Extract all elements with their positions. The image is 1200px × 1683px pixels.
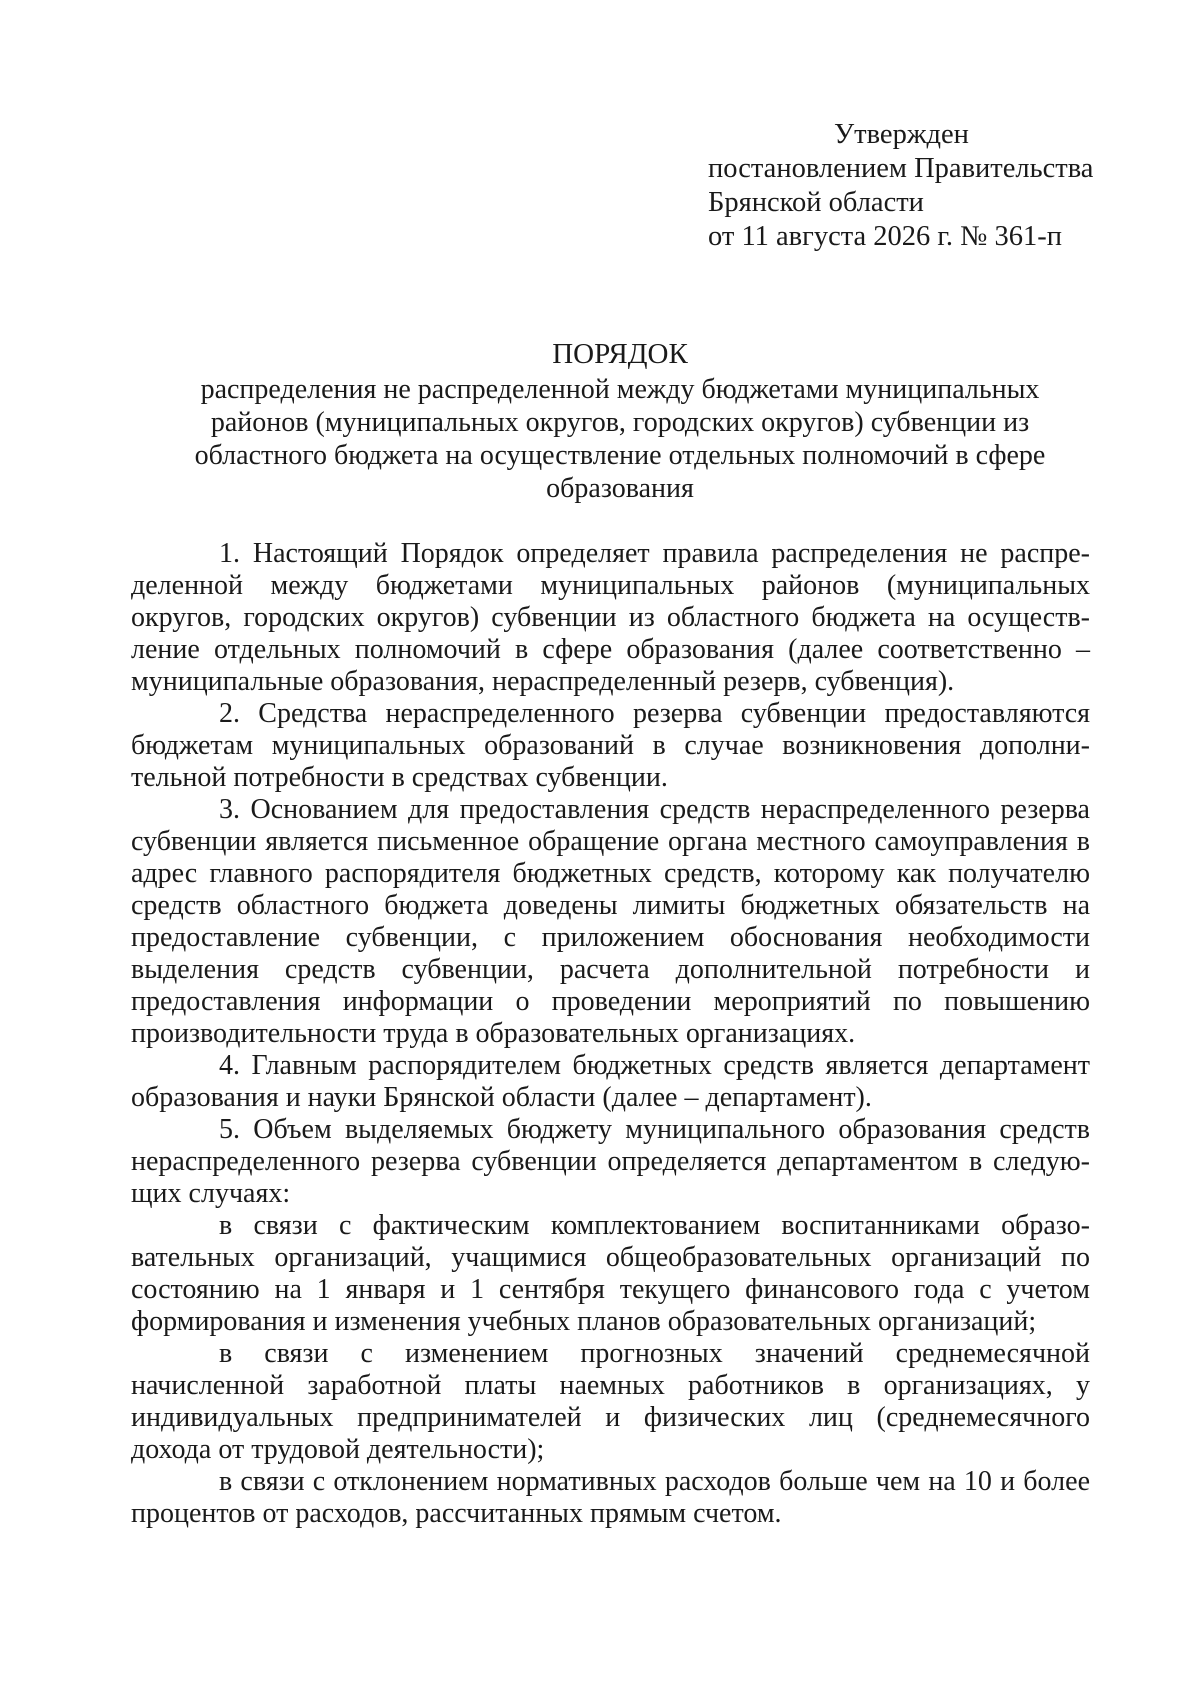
approval-block: [708, 118, 1128, 254]
document-title: ПОРЯДОК: [552, 338, 688, 370]
paragraph-3: 3. Основанием для предоставления средств нераспределенного резерва субвенции является письменное обращение органа местного самоуправления в адрес главного распорядителя бюджетных средств, которому как получателю средств областного бюджета доведены лимиты бюджетных обязательств на предоставление субвенции, с приложением обоснования необходимости выделения средств субвенции, расчета дополнительной потребности и предоставления информации о проведении мероприятий по повышению производительности труда в образовательных организациях.: [131, 794, 1090, 1049]
approval-line-date-number: от 11 августа 2026 г. № 361-п: [708, 221, 1062, 252]
approval-line-region: Брянской области: [708, 187, 924, 218]
document-subtitle: распределения не распределенной между бюджетами муниципальных районов (муниципальных округов, городских округов) субвенции из областного бюджета на осуществление отдельных полномочий в сфере образования: [194, 374, 1046, 504]
paragraph-5-case-2: в связи с изменением прогнозных значений среднемесячной начисленной заработной платы наемных работников в организациях, у индивидуальных предпринимателей и физических лиц (среднемесячного дохода от трудовой деятельности);: [131, 1338, 1090, 1465]
paragraph-5: 5. Объем выделяемых бюджету муниципального образования средств нераспределенного резерва субвенции определяется департаментом в следующих случаях:: [131, 1114, 1090, 1209]
approval-line-approved: Утвержден: [834, 119, 969, 150]
paragraph-5-case-3: в связи с отклонением нормативных расходов больше чем на 10 и более процентов от расходов, рассчитанных прямым счетом.: [131, 1466, 1090, 1529]
paragraph-5-case-1: в связи с фактическим комплектованием воспитанниками образовательных организаций, учащимися общеобразовательных организаций по состоянию на 1 января и 1 сентября текущего финансового года с учетом формирования и изменения учебных планов образовательных организаций;: [131, 1210, 1090, 1337]
paragraph-2: 2. Средства нераспределенного резерва субвенции предоставляются бюджетам муниципальных образований в случае возникновения дополнительной потребности в средствах субвенции.: [131, 698, 1090, 793]
approval-line-resolution: постановлением Правительства: [708, 153, 1094, 184]
paragraph-1: 1. Настоящий Порядок определяет правила распределения не распределенной между бюджетами муниципальных районов (муниципальных округов, городских округов) субвенции из областного бюджета на осуществление отдельных полномочий в сфере образования (далее соответственно – муниципальные образования, нераспределенный резерв, субвенция).: [131, 538, 1090, 697]
document-heading: [150, 338, 1090, 505]
paragraph-4: 4. Главным распорядителем бюджетных средств является департамент образования и науки Брянской области (далее – департамент).: [131, 1050, 1090, 1113]
document-body: [131, 538, 1090, 1530]
